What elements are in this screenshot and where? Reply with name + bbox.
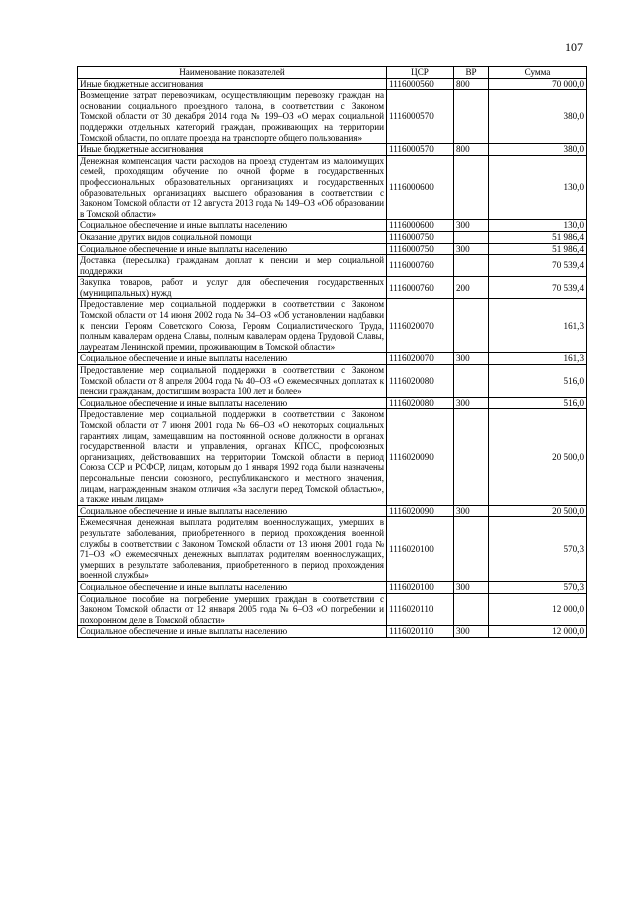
- header-sum: Сумма: [489, 67, 587, 79]
- table-row: [78, 353, 587, 365]
- cell-vr: 300: [454, 581, 489, 593]
- table-row: [78, 220, 587, 232]
- table-row: [78, 409, 587, 505]
- cell-csr: 1116000750: [387, 243, 454, 255]
- table-row: [78, 231, 587, 243]
- table-row: [78, 78, 587, 90]
- cell-vr: 800: [454, 78, 489, 90]
- cell-csr: 1116020080: [387, 365, 454, 398]
- cell-vr: [454, 231, 489, 243]
- cell-name: Оказание других видов социальной помощи: [78, 231, 387, 243]
- cell-csr: 1116000600: [387, 220, 454, 232]
- cell-name: Социальное обеспечение и иные выплаты населению: [78, 626, 387, 638]
- table-row: [78, 626, 587, 638]
- cell-csr: 1116000570: [387, 144, 454, 156]
- table-row: [78, 505, 587, 517]
- cell-vr: 300: [454, 220, 489, 232]
- cell-vr: 800: [454, 144, 489, 156]
- cell-vr: 300: [454, 626, 489, 638]
- header-vr: ВР: [454, 67, 489, 79]
- cell-name: Социальное обеспечение и иные выплаты населению: [78, 243, 387, 255]
- cell-name: Социальное обеспечение и иные выплаты населению: [78, 220, 387, 232]
- cell-vr: 200: [454, 277, 489, 299]
- cell-csr: 1116000570: [387, 90, 454, 144]
- table-row: [78, 581, 587, 593]
- cell-vr: 300: [454, 505, 489, 517]
- cell-vr: [454, 365, 489, 398]
- cell-name: Социальное обеспечение и иные выплаты населению: [78, 505, 387, 517]
- cell-csr: 1116020090: [387, 409, 454, 505]
- table-header-row: [78, 67, 587, 79]
- table-row: [78, 517, 587, 582]
- cell-sum: 161,3: [489, 353, 587, 365]
- cell-sum: 20 500,0: [489, 505, 587, 517]
- table-row: [78, 155, 587, 220]
- budget-table: [77, 66, 587, 638]
- cell-vr: [454, 155, 489, 220]
- cell-sum: 70 539,4: [489, 277, 587, 299]
- cell-vr: 300: [454, 353, 489, 365]
- page-number: 107: [565, 40, 583, 54]
- cell-csr: 1116020110: [387, 626, 454, 638]
- table-row: [78, 593, 587, 626]
- cell-name: Иные бюджетные ассигнования: [78, 78, 387, 90]
- cell-name: Предоставление мер социальной поддержки в соответствии с Законом Томской области от 7 июня 2001 года № 66–ОЗ «О некоторых социальных гарантиях лицам, замещавшим на постоянной основе должности в органах государственной власти и управления, органах КПСС, профсоюзных организациях, действовавших на территории Томской области в период Союза ССР и РСФСР, лицам, которым до 1 января 1992 года были назначены персональные пенсии союзного, республиканского и местного значения, лицам, награжденным знаком отличия «За заслуги перед Томской областью», а также иным лицам»: [78, 409, 387, 505]
- cell-sum: 380,0: [489, 144, 587, 156]
- table-body: [78, 78, 587, 637]
- cell-sum: 12 000,0: [489, 593, 587, 626]
- cell-name: Предоставление мер социальной поддержки в соответствии с Законом Томской области от 8 апреля 2004 года № 40–ОЗ «О ежемесячных доплатах к пенсии гражданам, достигшим возраста 100 лет и более»: [78, 365, 387, 398]
- cell-sum: 70 000,0: [489, 78, 587, 90]
- cell-name: Социальное обеспечение и иные выплаты населению: [78, 581, 387, 593]
- cell-name: Закупка товаров, работ и услуг для обеспечения государственных (муниципальных) нужд: [78, 277, 387, 299]
- cell-sum: 70 539,4: [489, 255, 587, 277]
- cell-csr: 1116020100: [387, 581, 454, 593]
- cell-sum: 516,0: [489, 365, 587, 398]
- cell-name: Возмещение затрат перевозчикам, осуществляющим перевозку граждан на основании социального проездного талона, в соответствии с Законом Томской области от 30 декабря 2014 года № 199–ОЗ «О мерах социальной поддержки отдельных категорий граждан, проживающих на территории Томской области, по оплате проезда на транспорте общего пользования»: [78, 90, 387, 144]
- cell-csr: 1116020070: [387, 299, 454, 353]
- cell-vr: 300: [454, 243, 489, 255]
- table-row: [78, 243, 587, 255]
- header-name: Наименование показателей: [78, 67, 387, 79]
- cell-sum: 380,0: [489, 90, 587, 144]
- cell-vr: [454, 299, 489, 353]
- header-csr: ЦСР: [387, 67, 454, 79]
- table-row: [78, 299, 587, 353]
- cell-sum: 570,3: [489, 581, 587, 593]
- table-row: [78, 90, 587, 144]
- cell-name: Социальное обеспечение и иные выплаты населению: [78, 353, 387, 365]
- cell-vr: [454, 593, 489, 626]
- cell-csr: 1116020100: [387, 517, 454, 582]
- cell-vr: [454, 409, 489, 505]
- cell-csr: 1116020070: [387, 353, 454, 365]
- cell-name: Ежемесячная денежная выплата родителям военнослужащих, умерших в результате заболевания, приобретенного в период прохождения военной службы в соответствии с Законом Томской области от 13 июня 2001 года № 71–ОЗ «О ежемесячных денежных выплатах родителям военнослужащих, умерших в результате заболевания, приобретенного в период прохождения военной службы»: [78, 517, 387, 582]
- cell-sum: 51 986,4: [489, 231, 587, 243]
- table-row: [78, 277, 587, 299]
- table-row: [78, 144, 587, 156]
- cell-csr: 1116020090: [387, 505, 454, 517]
- cell-name: Предоставление мер социальной поддержки в соответствии с Законом Томской области от 14 июня 2002 года № 34–ОЗ «Об установлении надбавки к пенсии Героям Советского Союза, Героям Социалистического Труда, полным кавалерам ордена Славы, полным кавалерам ордена Трудовой Славы, лауреатам Ленинской премии, проживающим в Томской области»: [78, 299, 387, 353]
- cell-csr: 1116020080: [387, 397, 454, 409]
- cell-sum: 516,0: [489, 397, 587, 409]
- cell-csr: 1116000600: [387, 155, 454, 220]
- cell-csr: 1116000560: [387, 78, 454, 90]
- cell-name: Денежная компенсация части расходов на проезд студентам из малоимущих семей, проходящим обучение по очной форме в государственных профессиональных образовательных организациях и государственных образовательных организациях высшего образования в соответствии с Законом Томской области от 12 августа 2013 года № 149–ОЗ «Об образовании в Томской области»: [78, 155, 387, 220]
- cell-csr: 1116000760: [387, 277, 454, 299]
- cell-name: Социальное обеспечение и иные выплаты населению: [78, 397, 387, 409]
- cell-vr: [454, 517, 489, 582]
- table-row: [78, 365, 587, 398]
- table-row: [78, 255, 587, 277]
- cell-sum: 51 986,4: [489, 243, 587, 255]
- cell-vr: [454, 255, 489, 277]
- cell-sum: 161,3: [489, 299, 587, 353]
- cell-sum: 12 000,0: [489, 626, 587, 638]
- table-row: [78, 397, 587, 409]
- cell-vr: 300: [454, 397, 489, 409]
- cell-sum: 130,0: [489, 220, 587, 232]
- cell-sum: 20 500,0: [489, 409, 587, 505]
- cell-csr: 1116020110: [387, 593, 454, 626]
- cell-csr: 1116000760: [387, 255, 454, 277]
- cell-sum: 570,3: [489, 517, 587, 582]
- cell-vr: [454, 90, 489, 144]
- cell-name: Доставка (пересылка) гражданам доплат к пенсии и мер социальной поддержки: [78, 255, 387, 277]
- cell-name: Иные бюджетные ассигнования: [78, 144, 387, 156]
- cell-name: Социальное пособие на погребение умерших граждан в соответствии с Законом Томской области от 12 января 2005 года № 6–ОЗ «О погребении и похоронном деле в Томской области»: [78, 593, 387, 626]
- cell-csr: 1116000750: [387, 231, 454, 243]
- cell-sum: 130,0: [489, 155, 587, 220]
